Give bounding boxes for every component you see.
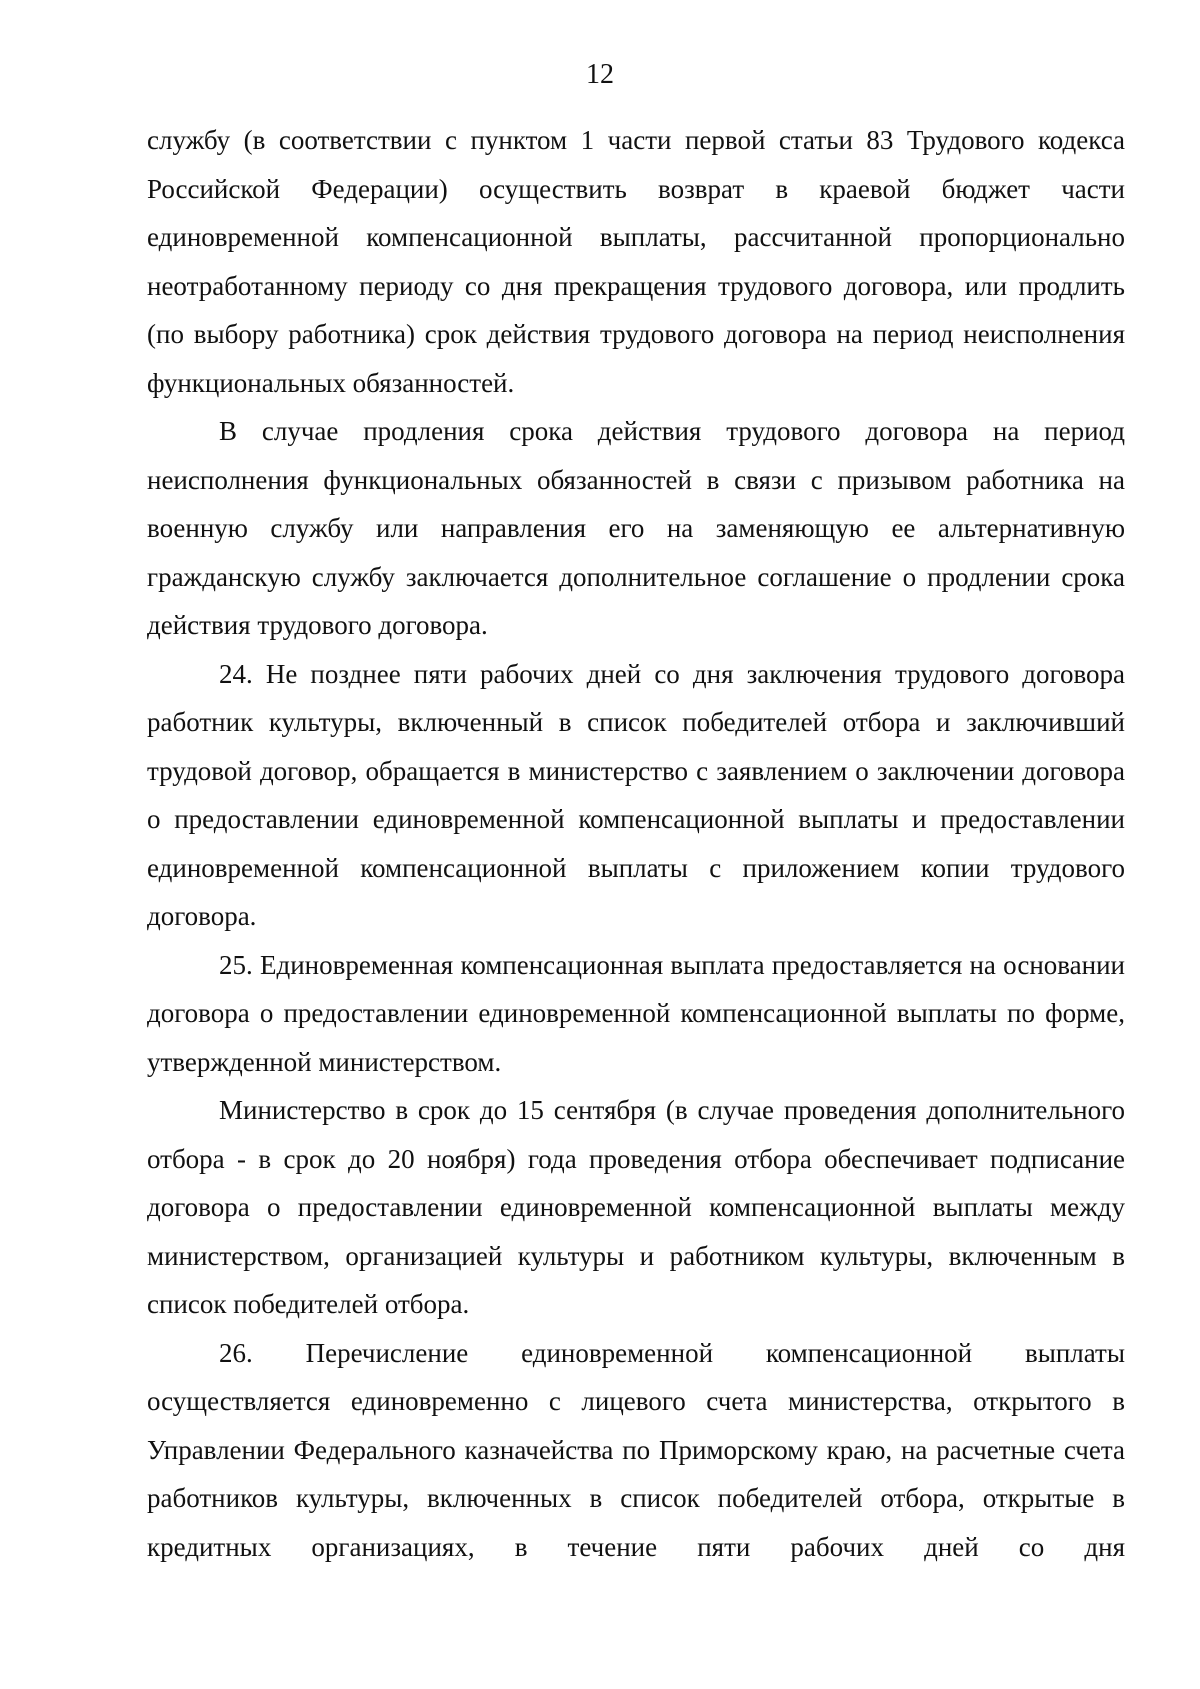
paragraph-item-26: 26. Перечисление единовременной компенсационной выплаты осуществляется единовременно с лицевого счета министерства, открытого в Управлении Федерального казначейства по Приморскому краю, на расчетные счета работников культуры, включенных в список победителей отбора, открытые в кредитных организациях, в течение пяти рабочих дней со дня: [147, 1337, 1125, 1562]
paragraph-continuation: службу (в соответствии с пунктом 1 части первой статьи 83 Трудового кодекса Российской Федерации) осуществить возврат в краевой бюджет части единовременной компенсационной выплаты, рассчитанной пропорционально неотработанному периоду со дня прекращения трудового договора, или продлить (по выбору работника) срок действия трудового договора на период неисполнения функциональных обязанностей.: [147, 125, 1125, 398]
paragraph-item-25: 25. Единовременная компенсационная выплата предоставляется на основании договора о предоставлении единовременной компенсационной выплаты по форме, утвержденной министерством.: [147, 949, 1125, 1077]
paragraph-ministry-deadline: Министерство в срок до 15 сентября (в случае проведения дополнительного отбора - в срок до 20 ноября) года проведения отбора обеспечивает подписание договора о предоставлении единовременной компенсационной выплаты между министерством, организацией культуры и работником культуры, включенным в список победителей отбора.: [147, 1095, 1125, 1319]
page-number: 12: [586, 59, 614, 90]
paragraph-contract-extension: В случае продления срока действия трудового договора на период неисполнения функциональных обязанностей в связи с призывом работника на военную службу или направления его на заменяющую ее альтернативную гражданскую службу заключается дополнительное соглашение о продлении срока действия трудового договора.: [147, 416, 1125, 640]
document-body: [147, 116, 1125, 1571]
paragraph-item-24: 24. Не позднее пяти рабочих дней со дня заключения трудового договора работник культуры, включенный в список победителей отбора и заключивший трудовой договор, обращается в министерство с заявлением о заключении договора о предоставлении единовременной компенсационной выплаты и предоставлении единовременной компенсационной выплаты с приложением копии трудового договора.: [147, 658, 1125, 931]
